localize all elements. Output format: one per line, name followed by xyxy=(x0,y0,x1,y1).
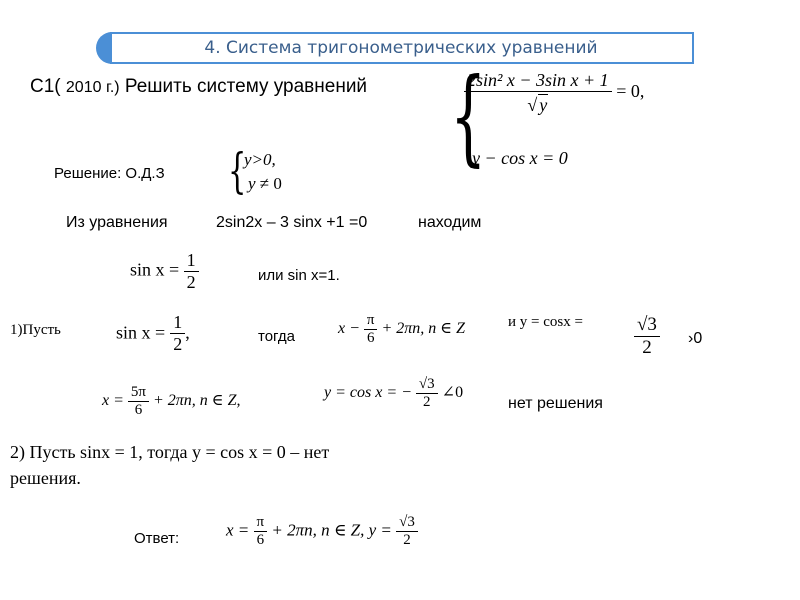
answer-six: 6 xyxy=(254,531,268,549)
derivation-from: Из уравнения xyxy=(66,214,168,231)
case2-line1: 2) Пусть sinx = 1, тогда y = cos x = 0 – нет xyxy=(10,442,330,462)
case1b-x-lhs: x = xyxy=(102,392,124,410)
solution1-formula xyxy=(130,250,199,293)
case1b-y-lhs: y = cos x = − xyxy=(324,384,412,402)
solution1-denominator: 2 xyxy=(184,271,199,293)
odz-eq2 xyxy=(248,174,282,194)
case1b-y-denominator: 2 xyxy=(416,393,438,411)
case1-label: 1)Пусть xyxy=(10,322,61,338)
problem-text: Решить систему уравнений xyxy=(124,76,368,97)
odz-eq2-y: y xyxy=(248,174,256,193)
system-eq1: $\frac{\text{2sin² x − 3sin x + 1}}{√ y}$ = 0, xyxy=(464,70,644,116)
page-title: 4. Система тригонометрических уравнений xyxy=(204,38,598,58)
system-eq1-numerator: 2sin² x − 3sin x + 1 xyxy=(467,70,609,90)
answer-formula xyxy=(226,514,418,549)
case1-lhs: sin x = xyxy=(116,322,166,343)
derivation-find: находим xyxy=(418,214,482,231)
answer-y-denominator: 2 xyxy=(396,531,418,549)
answer-mid: + 2πn, n ∈ Z, y = xyxy=(271,520,392,540)
case1-y-value xyxy=(634,314,660,359)
case1-formula xyxy=(116,312,190,355)
case1-x-pi: π xyxy=(366,312,375,328)
case1b-x-rest: + 2πn, n ∈ Z, xyxy=(152,392,241,410)
case1b-lt0: ∠0 xyxy=(441,384,464,402)
case1-x-six: 6 xyxy=(364,329,378,347)
odz-eq2-rest: ≠ 0 xyxy=(259,174,282,193)
case1-then: тогда xyxy=(258,328,295,345)
solution1-lhs: sin x = xyxy=(130,259,180,280)
problem-year: 2010 г.) xyxy=(65,79,120,96)
odz-system xyxy=(228,143,318,199)
system-eq1-denominator: y xyxy=(539,95,548,115)
case1-x-rest: + 2πn, n ∈ Z xyxy=(381,320,466,338)
odz-eq1: y>0, xyxy=(244,150,276,169)
solution1-or: или sin x=1. xyxy=(258,267,340,284)
answer-y-numerator: √3 xyxy=(399,514,415,530)
answer-label: Ответ: xyxy=(134,530,180,547)
derivation-equation: 2sin2x – 3 sinx +1 =0 xyxy=(216,214,368,231)
problem-prefix: C1( xyxy=(30,76,61,97)
answer-pi: π xyxy=(256,514,265,530)
problem-statement xyxy=(30,76,367,98)
case1b-no-solution: нет решения xyxy=(508,395,603,412)
case1-numerator: 1 xyxy=(173,312,183,332)
case1b-x-formula xyxy=(102,384,241,419)
solution1-numerator: 1 xyxy=(186,250,196,270)
system-eq2: y − cos x = 0 xyxy=(472,148,568,168)
system-eq1-rhs: = 0, xyxy=(616,81,645,102)
case1b-x-denominator: 6 xyxy=(128,401,149,419)
case1-y-numerator: √3 xyxy=(637,314,657,335)
case1-gt0: ›0 xyxy=(688,330,703,347)
case1-x-lhs: x − xyxy=(338,320,360,338)
case1-y-text: и y = cosx = xyxy=(508,314,583,330)
case1-comma: , xyxy=(185,322,190,343)
case1-x-formula xyxy=(338,312,465,347)
system-brace: { xyxy=(450,55,487,177)
case1b-y-numerator: √3 xyxy=(418,376,435,392)
equation-system xyxy=(450,55,710,178)
case1-y-denominator: 2 xyxy=(634,336,660,359)
odz-brace: { xyxy=(228,143,247,199)
case2-line2: решения. xyxy=(10,468,81,488)
case1-denominator: 2 xyxy=(170,333,185,355)
answer-x-lhs: x = xyxy=(226,520,250,540)
odz-label: Решение: О.Д.З xyxy=(54,165,165,182)
case1b-y-formula xyxy=(324,376,463,411)
case1b-x-numerator: 5π xyxy=(130,384,146,400)
title-banner xyxy=(96,32,694,64)
